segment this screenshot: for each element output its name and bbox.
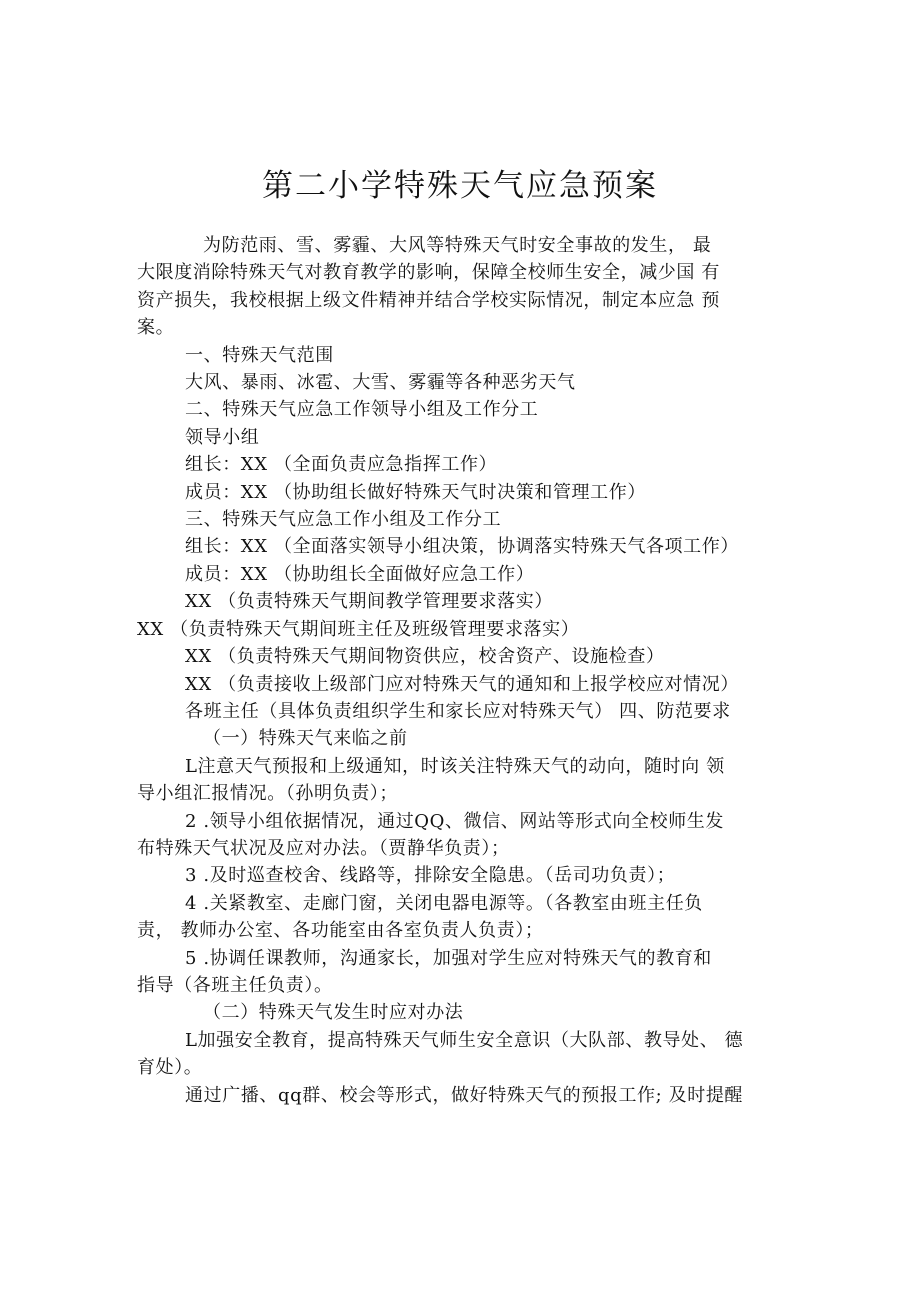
paragraph-line: L加强安全教育，提高特殊天气师生安全意识（大队部、教导处、 德 [185, 1029, 744, 1051]
paragraph-line: 各班主任（具体负责组织学生和家长应对特殊天气） 四、防范要求 [185, 700, 731, 722]
paragraph-line: 成员：XX （协助组长做好特殊天气时决策和管理工作） [185, 481, 646, 503]
paragraph-line: 资产损失，我校根据上级文件精神并结合学校实际情况，制定本应急 预 [137, 289, 720, 311]
paragraph-line: 大风、暴雨、冰雹、大雪、雾霾等各种恶劣天气 [185, 372, 576, 394]
paragraph-line: 案。 [137, 317, 175, 339]
section-heading: 三、特殊天气应急工作小组及工作分工 [185, 509, 502, 531]
paragraph-line: XX （负责接收上级部门应对特殊天气的通知和上报学校应对情况） [185, 673, 739, 695]
paragraph-line: XX （负责特殊天气期间物资供应，校舍资产、设施检查） [185, 646, 665, 668]
subsection-heading: （一）特殊天气来临之前 [203, 728, 408, 750]
paragraph-line: 大限度消除特殊天气对教育教学的影响，保障全校师生安全，减少国 有 [137, 262, 720, 284]
section-heading: 二、特殊天气应急工作领导小组及工作分工 [185, 399, 539, 421]
paragraph-line: 领导小组 [185, 426, 260, 448]
document-body [137, 232, 789, 1109]
paragraph-line: 组长：XX （全面落实领导小组决策，协调落实特殊天气各项工作） [185, 536, 739, 558]
paragraph-line: 责， 教师办公室、各功能室由各室负责人负责）； [137, 920, 544, 942]
paragraph-line: XX （负责特殊天气期间教学管理要求落实） [185, 591, 553, 613]
paragraph-line: L注意天气预报和上级通知，时该关注特殊天气的动向，随时向 领 [185, 755, 725, 777]
paragraph-line: 为防范雨、雪、雾霾、大风等特殊天气时安全事故的发生， 最 [203, 235, 712, 256]
paragraph-line: XX （负责特殊天气期间班主任及班级管理要求落实） [137, 618, 580, 640]
paragraph-line: 指导（各班主任负责）。 [137, 974, 333, 996]
paragraph-line: 布特殊天气状况及应对办法。（贾静华负责）； [137, 837, 510, 859]
paragraph-line: 育处）。 [137, 1057, 203, 1079]
paragraph-line: 4 .关紧教室、走廊门窗，关闭电器电源等。（各教室由班主任负 [185, 892, 703, 914]
paragraph-line: 组长：XX （全面负责应急指挥工作） [185, 454, 498, 476]
paragraph-line: 成员：XX （协助组长全面做好应急工作） [185, 563, 535, 585]
paragraph-line: 3 .及时巡查校舍、线路等，排除安全隐患。（岳司功负责）； [185, 865, 676, 887]
paragraph-line: 2 .领导小组依据情况，通过QQ、微信、网站等形式向全校师生发 [185, 810, 725, 832]
section-heading: 一、特殊天气范围 [185, 344, 334, 366]
paragraph-line: 通过广播、qq群、校会等形式，做好特殊天气的预报工作; 及时提醒 [185, 1084, 744, 1106]
subsection-heading: （二）特殊天气发生时应对办法 [203, 1002, 464, 1024]
paragraph-line: 导小组汇报情况。（孙明负责）； [137, 783, 398, 805]
paragraph-line: 5 .协调任课教师，沟通家长，加强对学生应对特殊天气的教育和 [185, 947, 712, 969]
document-title: 第二小学特殊天气应急预案 [262, 168, 658, 204]
